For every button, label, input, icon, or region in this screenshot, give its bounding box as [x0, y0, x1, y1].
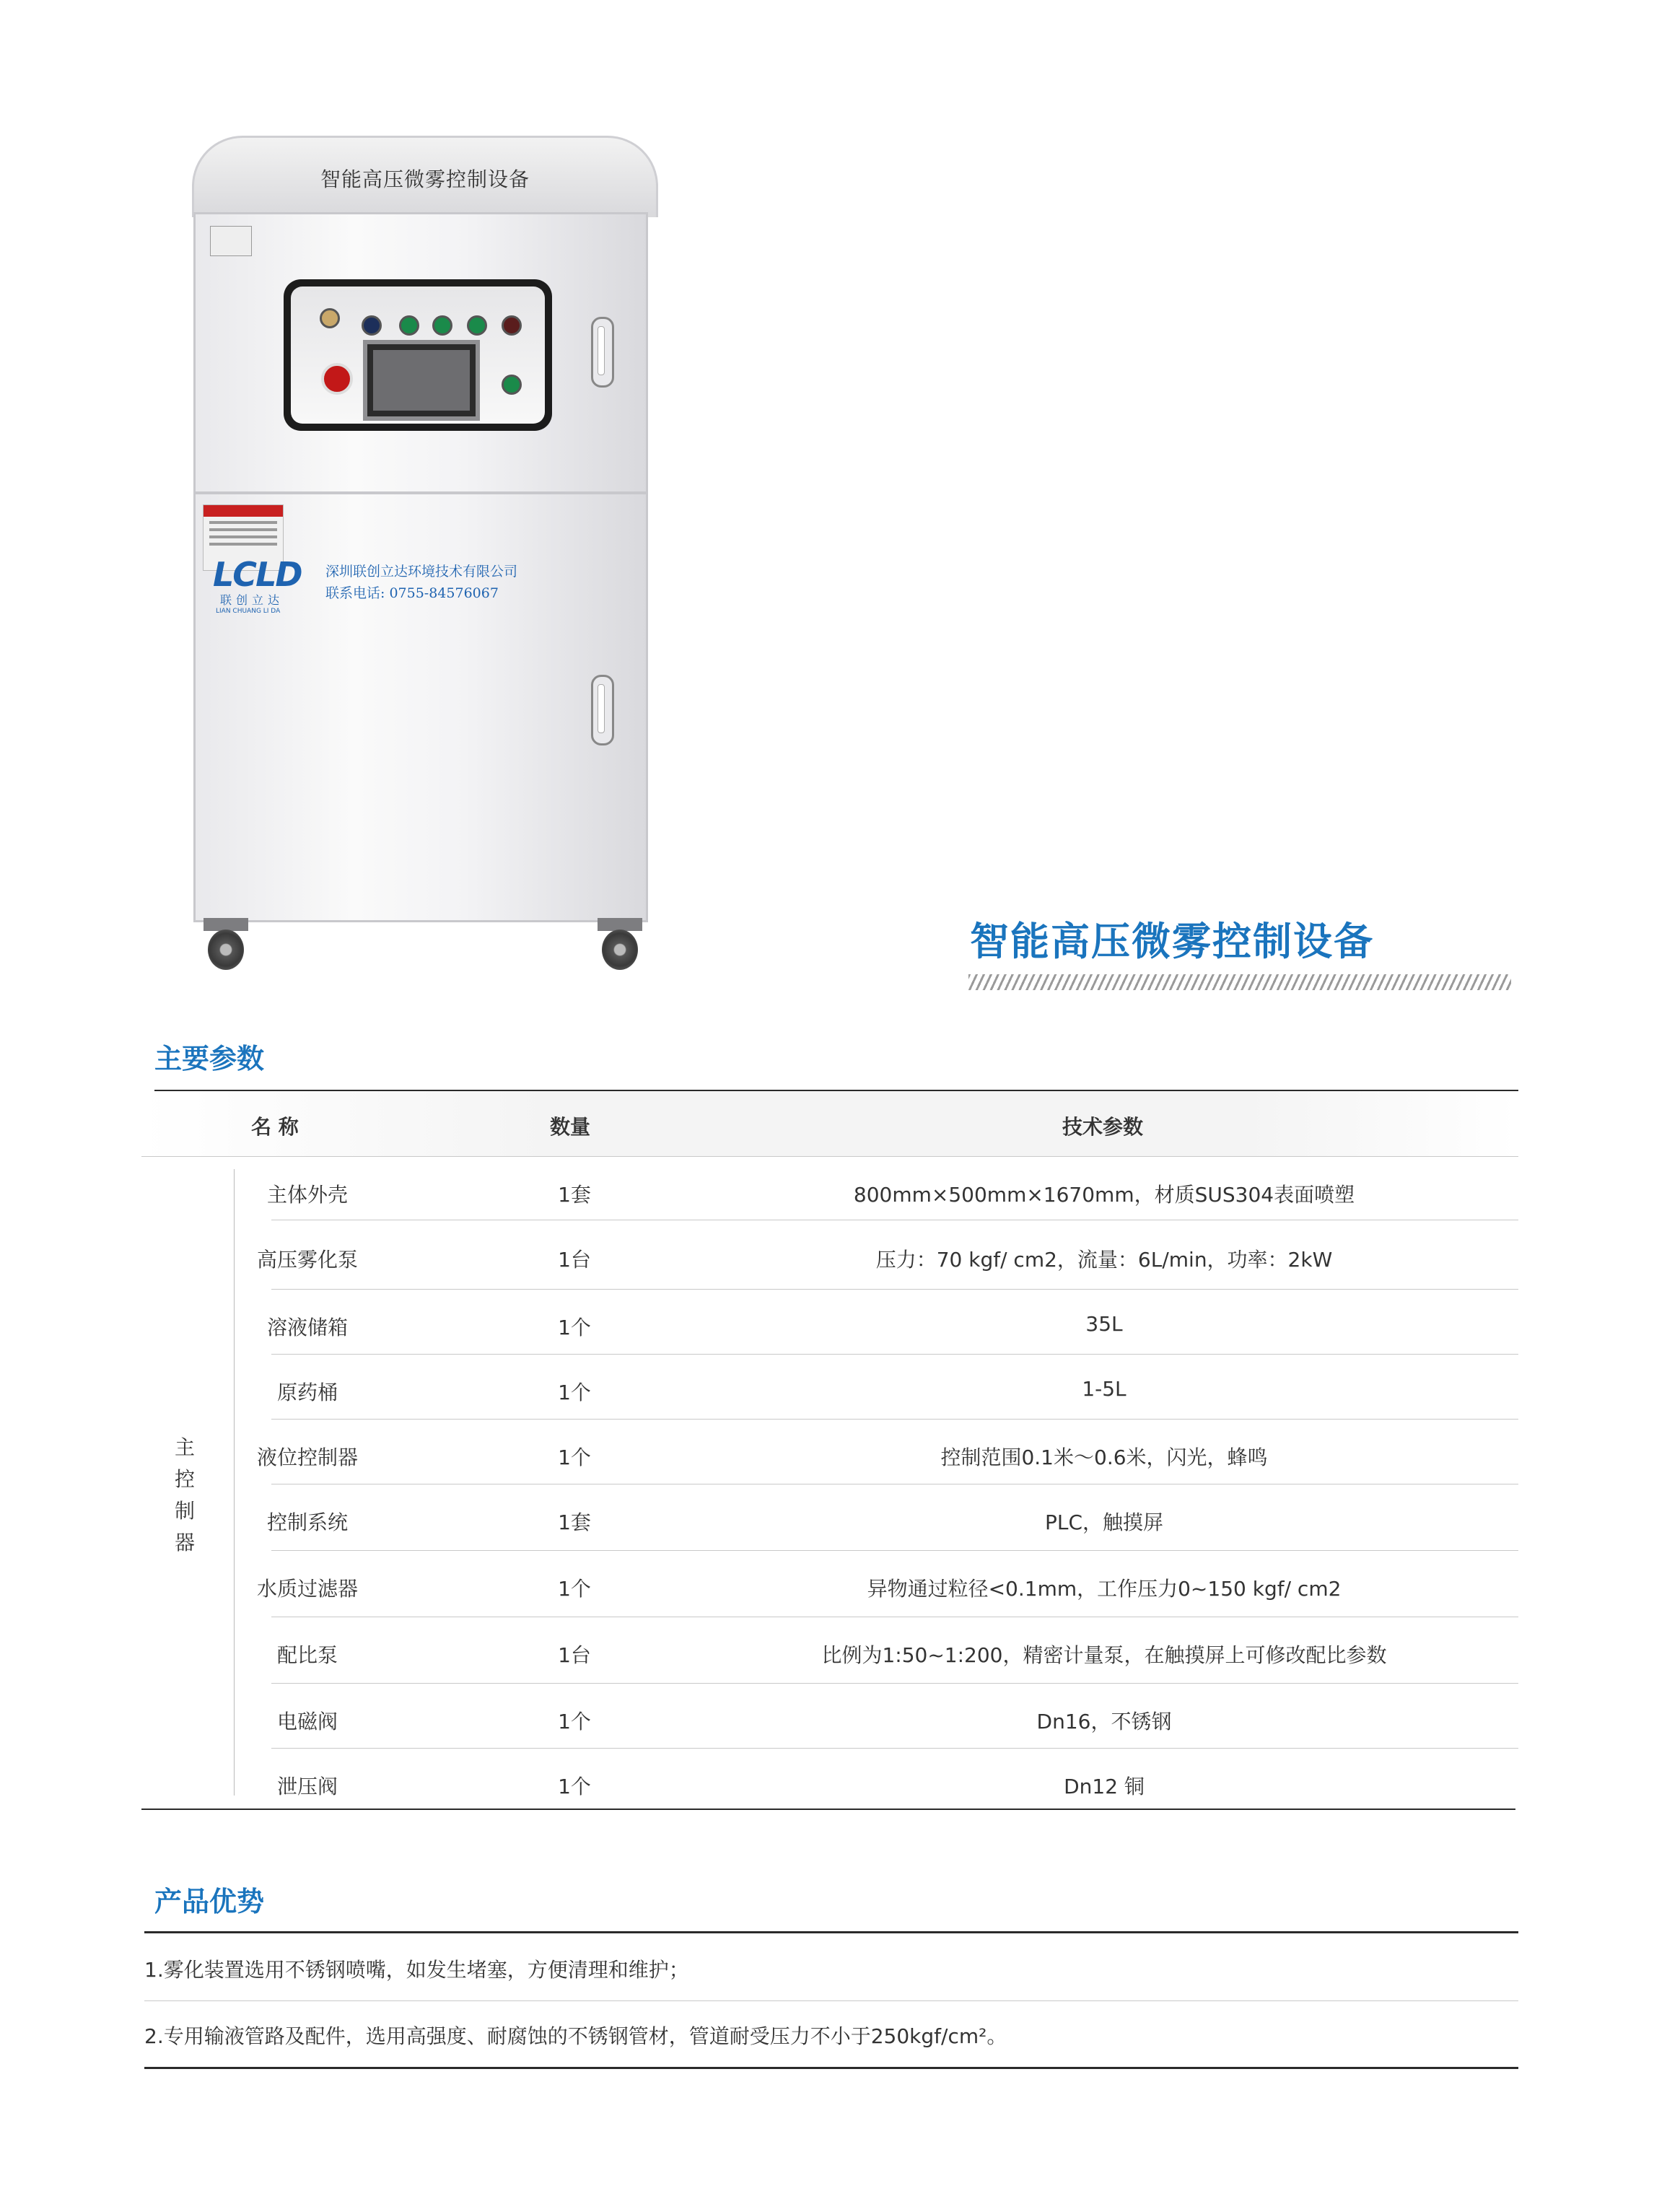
cell-name: 电磁阀 [276, 1710, 338, 1733]
cell-qty: 1台 [558, 1643, 591, 1667]
door-handle-icon [591, 675, 614, 745]
cell-spec: 800mm×500mm×1670mm，材质SUS304表面喷塑 [853, 1183, 1355, 1207]
cell-qty: 1个 [558, 1446, 591, 1469]
row-divider [271, 1419, 1518, 1420]
cell-spec: 压力：70 kgf/ cm2，流量：6L/min，功率：2kW [875, 1248, 1333, 1272]
advantage-item: 2.专用输液管路及配件，选用高强度、耐腐蚀的不锈钢管材，管道耐受压力不小于250kgf/cm²。 [144, 2024, 1007, 2048]
caster-wheel-icon [602, 930, 638, 970]
cabinet-top-label: 智能高压微雾控制设备 [320, 167, 530, 191]
indicator-light-icon [362, 315, 382, 336]
row-divider [271, 1748, 1518, 1749]
params-section-title: 主要参数 [154, 1043, 265, 1075]
header-spec: 技术参数 [1062, 1115, 1144, 1139]
nameplate [210, 226, 252, 256]
cell-spec: Dn16，不锈钢 [1036, 1710, 1172, 1733]
cell-spec: 1-5L [1082, 1377, 1126, 1401]
cell-qty: 1个 [558, 1577, 591, 1601]
cell-name: 原药桶 [276, 1381, 338, 1404]
product-image-cabinet [189, 136, 658, 980]
product-title: 智能高压微雾控制设备 [970, 919, 1374, 964]
company-phone: 联系电话: 0755-84576067 [325, 585, 499, 601]
header-name: 名 称 [251, 1115, 299, 1139]
company-name: 深圳联创立达环境技术有限公司 [325, 564, 518, 580]
params-bottom-rule [141, 1809, 1515, 1810]
touch-screen [363, 340, 480, 421]
row-divider [271, 1683, 1518, 1684]
cabinet-upper-door [193, 212, 648, 494]
cell-name: 高压雾化泵 [256, 1248, 358, 1272]
cell-name: 液位控制器 [256, 1446, 358, 1469]
cell-qty: 1个 [558, 1381, 591, 1404]
cell-qty: 1套 [558, 1183, 591, 1207]
row-divider [271, 1550, 1518, 1551]
params-table-header [141, 1091, 1518, 1156]
cell-name: 控制系统 [266, 1510, 348, 1534]
advantage-item: 1.雾化装置选用不锈钢喷嘴，如发生堵塞，方便清理和维护； [144, 1958, 689, 1982]
cell-spec: Dn12 铜 [1064, 1775, 1145, 1798]
cell-name: 主体外壳 [266, 1183, 348, 1207]
cell-spec: 35L [1085, 1312, 1123, 1336]
cell-qty: 1个 [558, 1775, 591, 1798]
params-table: 名 称 数量 技术参数 主 控 制 器 主体外壳 1套 800mm×500mm×1670mm，材质SUS304表面喷塑 高压雾化泵 1台 压力：70 kgf/ cm2，流量：6L/min，功率：2kW 溶液储箱 1个 35L 原药桶 1个 1-5L 液位控制器 1个 控制范围0.1米～0.6米，闪光，蜂鸣 控制系统 1套 PLC，触摸屏 水质过滤器 1个 异物通过粒径<0.1mm，工作压力0~150 kgf/ cm2 配比泵 1台 比例为1:50~1:200，精密计量泵，在触摸屏上可修改配比参数 电磁阀 1个 Dn16，不锈钢 泄压阀 1个 Dn12 铜 [141, 1091, 1518, 1809]
cell-name: 配比泵 [276, 1643, 338, 1667]
company-logo: LCLD 联创立达 LIAN CHUANG LI DA [213, 555, 302, 615]
row-divider [271, 1354, 1518, 1355]
cell-name: 溶液储箱 [266, 1316, 348, 1339]
indicator-light-icon [432, 315, 452, 336]
advantages-section-title: 产品优势 [154, 1886, 265, 1917]
cell-spec: PLC，触摸屏 [1044, 1510, 1164, 1534]
cell-qty: 1个 [558, 1316, 591, 1339]
indicator-light-icon [467, 315, 487, 336]
advantages-top-rule [144, 1931, 1518, 1933]
title-hatch-divider [968, 974, 1511, 990]
cell-name: 水质过滤器 [256, 1577, 358, 1601]
cell-spec: 控制范围0.1米～0.6米，闪光，蜂鸣 [940, 1446, 1268, 1469]
cabinet-lower-door [193, 492, 648, 922]
cell-spec: 比例为1:50~1:200，精密计量泵，在触摸屏上可修改配比参数 [821, 1643, 1387, 1667]
caster-wheel-icon [208, 930, 244, 970]
control-panel [284, 279, 552, 431]
emergency-stop-icon [321, 363, 353, 395]
cell-spec: 异物通过粒径<0.1mm，工作压力0~150 kgf/ cm2 [867, 1577, 1342, 1601]
indicator-light-icon [399, 315, 419, 336]
group-separator [234, 1169, 235, 1796]
cell-name: 泄压阀 [276, 1775, 338, 1798]
start-button-icon [502, 375, 522, 395]
cell-qty: 1套 [558, 1510, 591, 1534]
key-switch-icon [320, 308, 340, 328]
indicator-light-icon [502, 315, 522, 336]
company-info [325, 561, 517, 604]
row-divider [271, 1289, 1518, 1290]
header-qty: 数量 [550, 1115, 591, 1139]
cell-qty: 1台 [558, 1248, 591, 1272]
door-handle-icon [591, 317, 614, 388]
cell-qty: 1个 [558, 1710, 591, 1733]
advantages-bottom-rule [144, 2067, 1518, 2069]
cabinet-top-cover [192, 136, 658, 217]
